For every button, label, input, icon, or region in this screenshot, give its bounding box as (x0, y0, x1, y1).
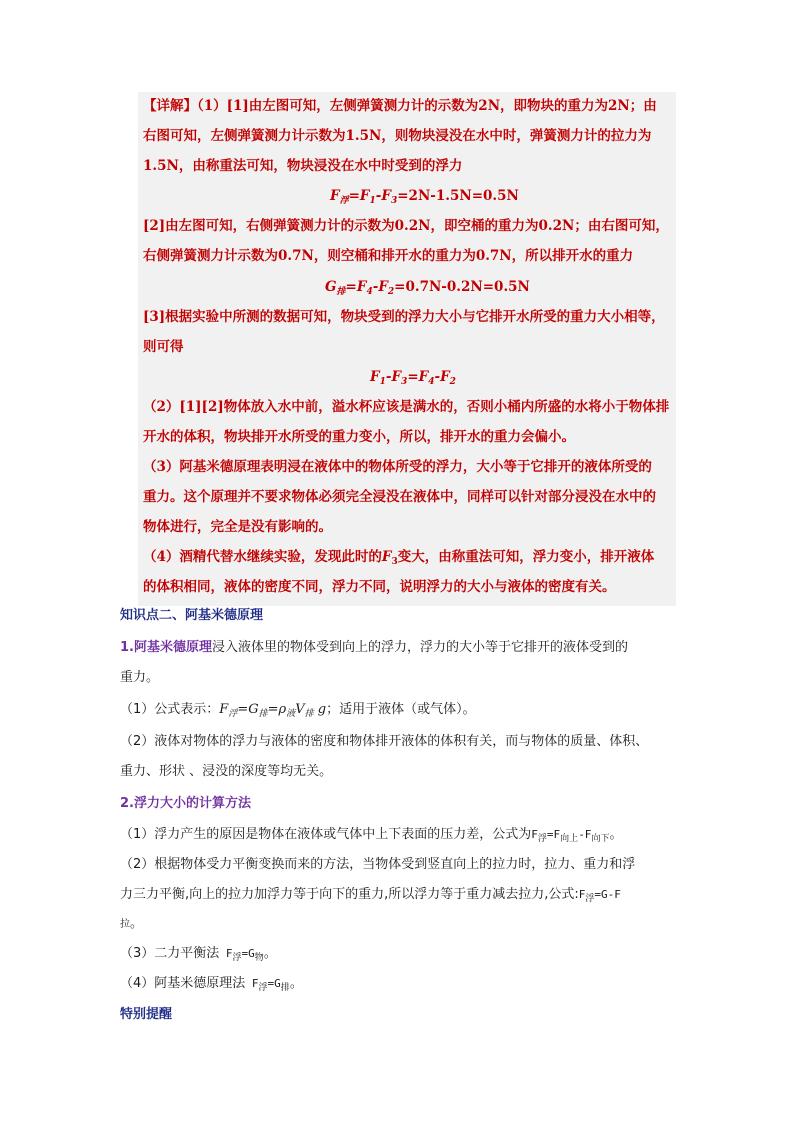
section-heading: 知识点二、阿基米德原理 (120, 608, 264, 623)
answer-line-6: [3]根据实验中所测的数据可知，物块受到的浮力大小与它排开水所受的重力大小相等， (143, 309, 665, 325)
formula-buoyancy: $F_浮=F_1-F_3=2N-1.5N=0.5N$ (330, 188, 519, 206)
factor-paragraph-cont: 重力、形状 、浸没的深度等均无关。 (120, 764, 333, 779)
answer-line-2: 右图可知，左侧弹簧测力计示数为1.5N，则物块浸没在水中时，弹簧测力计的拉力为 (143, 128, 652, 144)
answer-line-9: 开水的体积，物块排开水所受的重力变小，所以，排开水的重力会偏小。 (143, 429, 575, 445)
principle-label: 1.阿基米德原理 (120, 640, 212, 655)
answer-line-14: 的体积相同，液体的密度不同，浮力不同，说明浮力的大小与液体的密度有关。 (143, 579, 616, 595)
method-3: （3）二力平衡法 $F_浮=G_物$。 (120, 946, 277, 963)
formula-expression: （1）公式表示：$F_浮=G_排=\rho_液V_排$ g；适用于液体（或气体）。 (120, 702, 476, 719)
principle-paragraph: 1.阿基米德原理浸入液体里的物体受到向上的浮力，浮力的大小等于它排开的液体受到的 (120, 640, 628, 655)
method-2-cont: 力三力平衡,向上的拉力加浮力等于向下的重力,所以浮力等于重力减去拉力,公式$:F_浮=G-F$ (120, 887, 621, 904)
answer-line-11: 重力。这个原理并不要求物体必须完全浸没在液体中，同样可以针对部分浸没在水中的 (143, 489, 656, 505)
method-4: （4）阿基米德原理法 $F_浮=G_排$。 (120, 976, 303, 993)
principle-paragraph-cont: 重力。 (120, 670, 160, 685)
answer-line-7: 则可得 (143, 339, 184, 355)
special-reminder-heading: 特别提醒 (120, 1007, 173, 1022)
answer-line-3: 1.5N，由称重法可知，物块浸没在水中时受到的浮力 (143, 158, 463, 174)
formula-equality: $F_1-F_3=F_4-F_2$ (370, 369, 456, 387)
answer-line-4: [2]由左图可知，右侧弹簧测力计的示数为0.2N，即空桶的重力为0.2N；由右图可知， (143, 218, 669, 234)
method-1: （1）浮力产生的原因是物体在液体或气体中上下表面的压力差，公式为$F_浮=F_{向上}-F_{向下}$。 (120, 827, 623, 844)
calc-methods-label: 2.浮力大小的计算方法 (120, 796, 251, 811)
answer-line-13: （4）酒精代替水继续实验，发现此时的$F_3$变大，由称重法可知，浮力变小，排开液体 (143, 549, 655, 567)
answer-line-1: 【详解】（1）[1]由左图可知，左侧弹簧测力计的示数为2N，即物块的重力为2N；由 (143, 98, 657, 114)
formula-displaced-weight: $G_排=F_4-F_2=0.7N-0.2N=0.5N$ (325, 279, 530, 297)
method-2-tail: 拉。 (120, 916, 144, 931)
answer-line-12: 物体进行，完全是没有影响的。 (143, 519, 332, 535)
answer-line-5: 右侧弹簧测力计示数为0.7N，则空桶和排开水的重力为0.7N，所以排开水的重力 (143, 248, 634, 264)
method-2: （2）根据物体受力平衡变换而来的方法，当物体受到竖直向上的拉力时，拉力、重力和浮 (120, 857, 636, 872)
factor-paragraph: （2）液体对物体的浮力与液体的密度和物体排开液体的体积有关，而与物体的质量、体积、 (120, 734, 649, 749)
answer-line-10: （3）阿基米德原理表明浸在液体中的物体所受的浮力，大小等于它排开的液体所受的 (143, 459, 652, 475)
answer-line-8: （2）[1][2]物体放入水中前，溢水杯应该是满水的，否则小桶内所盛的水将小于物体排 (143, 399, 670, 415)
